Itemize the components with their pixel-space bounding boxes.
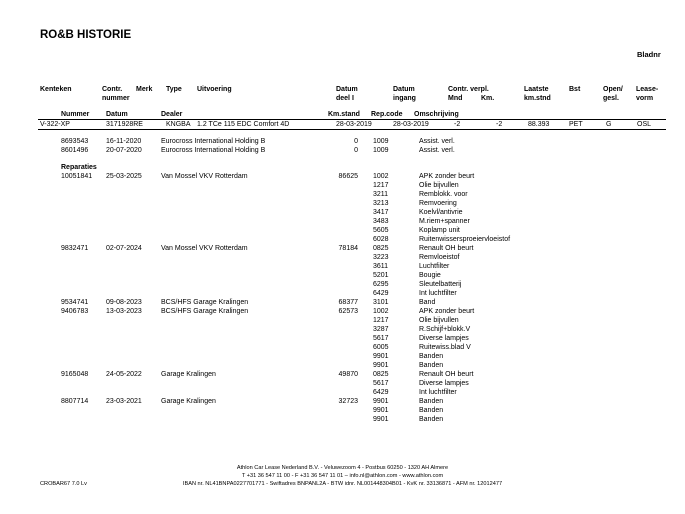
repair-omschrijving: Banden (419, 353, 444, 360)
row-datum: 16-11-2020 (106, 138, 142, 145)
vehicle-uitvoering: 1.2 TCe 115 EDC Comfort 4D (197, 121, 290, 128)
repair-km: 68377 (338, 299, 358, 306)
repair-code: 1002 (373, 173, 389, 180)
col-repcode: Rep.code (371, 111, 403, 118)
repair-km: 49870 (338, 371, 358, 378)
col-type: Type (166, 86, 182, 93)
repair-omschrijving: M.riem+spanner (419, 218, 470, 225)
repair-omschrijving: Koplamp unit (419, 227, 460, 234)
repair-omschrijving: Remblokk. voor (419, 191, 468, 198)
repair-code: 6429 (373, 389, 389, 396)
repair-datum: 13-03-2023 (106, 308, 142, 315)
repair-nummer: 8807714 (61, 398, 89, 405)
repair-km: 32723 (338, 398, 358, 405)
repair-omschrijving: R.Schijf+blokk.V (419, 326, 471, 333)
repair-datum: 25-03-2025 (106, 173, 142, 180)
repair-nummer: 9534741 (61, 299, 89, 306)
repair-omschrijving: Luchtfilter (419, 263, 450, 270)
row-omschrijving: Assist. verl. (419, 138, 455, 145)
col-laatste: Laatste (524, 86, 549, 93)
col-contr-verpl: Contr. verpl. (448, 86, 489, 93)
repair-omschrijving: Ruitenwissersproeiervloeistof (419, 236, 511, 243)
vehicle-divider (38, 129, 666, 130)
repair-code: 5605 (373, 227, 389, 234)
repair-code: 6028 (373, 236, 389, 243)
repair-code: 5617 (373, 335, 389, 342)
vehicle-lease-vorm: OSL (637, 121, 652, 128)
vehicle-open-gesl: G (606, 121, 612, 128)
repair-km: 78184 (338, 245, 358, 252)
repair-km: 62573 (338, 308, 358, 315)
repair-nummer: 9832471 (61, 245, 89, 252)
repair-datum: 02-07-2024 (106, 245, 142, 252)
repair-dealer: Van Mossel VKV Rotterdam (161, 173, 248, 180)
col-dealer: Dealer (161, 111, 183, 118)
row-datum: 20-07-2020 (106, 147, 142, 154)
repair-code: 3417 (373, 209, 389, 216)
repair-datum: 23-03-2021 (106, 398, 142, 405)
col-datum-deel-i: Datum (336, 86, 358, 93)
page-number-label: Bladnr (637, 50, 661, 59)
col-merk: Merk (136, 86, 153, 93)
col-mnd: Mnd (448, 95, 463, 102)
vehicle-merk: KNGBA (166, 121, 191, 128)
col-nummer: Nummer (61, 111, 90, 118)
row-omschrijving: Assist. verl. (419, 147, 455, 154)
reparaties-heading: Reparaties (61, 164, 97, 171)
col-uitvoering: Uitvoering (197, 86, 232, 93)
col-kmstand: Km.stand (328, 111, 360, 118)
repair-omschrijving: Renault OH beurt (419, 245, 474, 252)
form-code: CROBAR67 7.0 Lv (40, 481, 87, 487)
repair-omschrijving: Int luchtfilter (419, 290, 457, 297)
repair-code: 1217 (373, 317, 389, 324)
repair-omschrijving: Banden (419, 362, 444, 369)
repair-omschrijving: Diverse lampjes (419, 380, 469, 387)
vehicle-contract: 3171928RE (106, 121, 143, 128)
repair-omschrijving: APK zonder beurt (419, 173, 475, 180)
repair-code: 9901 (373, 407, 389, 414)
repair-code: 3211 (373, 191, 389, 198)
footer-address: Athlon Car Lease Nederland B.V. - Veluwezoom 4 - Postbus 60250 - 1320 AH Almere (236, 465, 449, 471)
col-ingang: ingang (393, 95, 416, 102)
repair-code: 3483 (373, 218, 389, 225)
row-code: 1009 (373, 138, 389, 145)
repair-code: 6005 (373, 344, 389, 351)
repair-omschrijving: Remvloeistof (419, 254, 460, 261)
footer-contact: T +31 36 547 11 00 - F +31 36 547 11 01 – info.nl@athlon.com - www.athlon.com (241, 473, 444, 479)
report-title: RO&B HISTORIE (40, 29, 132, 41)
repair-datum: 09-08-2023 (106, 299, 142, 306)
vehicle-bst: PET (569, 121, 583, 128)
repair-code: 3223 (373, 254, 389, 261)
repair-code: 6429 (373, 290, 389, 297)
col-contr-nummer: nummer (102, 95, 130, 102)
row-dealer: Eurocross International Holding B (161, 147, 266, 154)
col-open: Open/ (603, 86, 623, 93)
repair-omschrijving: Sleutelbatterij (419, 281, 462, 288)
row-km: 0 (354, 138, 358, 145)
col-vorm: vorm (636, 95, 654, 102)
repair-omschrijving: Koelvl/antivrie (419, 209, 463, 216)
row-nummer: 8693543 (61, 138, 89, 145)
repair-omschrijving: Renault OH beurt (419, 371, 474, 378)
col-omschrijving: Omschrijving (414, 111, 459, 118)
repair-code: 5617 (373, 380, 389, 387)
repair-code: 6295 (373, 281, 389, 288)
repair-code: 0825 (373, 245, 389, 252)
repair-code: 1217 (373, 182, 389, 189)
repair-omschrijving: Remvoering (419, 200, 457, 207)
repair-code: 0825 (373, 371, 389, 378)
repair-dealer: BCS/HFS Garage Kralingen (161, 308, 249, 315)
vehicle-datum-ingang: 28-03-2019 (393, 121, 429, 128)
repair-code: 9901 (373, 362, 389, 369)
repair-omschrijving: APK zonder beurt (419, 308, 475, 315)
repair-code: 9901 (373, 416, 389, 423)
row-code: 1009 (373, 147, 389, 154)
repair-code: 9901 (373, 398, 389, 405)
col-sub-datum: Datum (106, 111, 128, 118)
footer-legal: IBAN nr. NL41BNPA0227701771 - Swiftadres BNPANL2A - BTW idnr. NL001448304B01 - KvK nr. 33136871 - AFM nr. 12012477 (182, 481, 503, 487)
repair-dealer: Garage Kralingen (161, 371, 216, 378)
repair-omschrijving: Diverse lampjes (419, 335, 469, 342)
repair-code: 3213 (373, 200, 389, 207)
vehicle-datum-deel-i: 28-03-2019 (336, 121, 372, 128)
repair-omschrijving: Olie bijvullen (419, 182, 459, 189)
repair-dealer: BCS/HFS Garage Kralingen (161, 299, 249, 306)
col-contr: Contr. (102, 86, 123, 93)
repair-omschrijving: Band (419, 299, 436, 306)
repair-code: 3287 (373, 326, 389, 333)
repair-nummer: 9165048 (61, 371, 89, 378)
repair-omschrijving: Banden (419, 416, 444, 423)
repair-omschrijving: Bougie (419, 272, 441, 279)
vehicle-km: -2 (496, 121, 503, 128)
repair-code: 3101 (373, 299, 389, 306)
col-kenteken: Kenteken (40, 86, 72, 93)
repair-omschrijving: Olie bijvullen (419, 317, 459, 324)
repair-km: 86625 (338, 173, 358, 180)
repair-code: 1002 (373, 308, 389, 315)
repair-omschrijving: Banden (419, 398, 444, 405)
col-deel-i: deel I (336, 95, 354, 102)
col-datum-ingang: Datum (393, 86, 415, 93)
vehicle-kenteken: V-322-XP (40, 121, 70, 128)
repair-dealer: Garage Kralingen (161, 398, 216, 405)
col-km: Km. (481, 95, 495, 102)
row-km: 0 (354, 147, 358, 154)
repair-code: 5201 (373, 272, 389, 279)
repair-code: 3611 (373, 263, 389, 270)
col-gesl: gesl. (603, 95, 619, 102)
repair-nummer: 10051841 (61, 173, 93, 180)
row-dealer: Eurocross International Holding B (161, 138, 266, 145)
col-lease: Lease- (636, 86, 659, 93)
repair-omschrijving: Int luchtfilter (419, 389, 457, 396)
repair-datum: 24-05-2022 (106, 371, 142, 378)
repair-omschrijving: Banden (419, 407, 444, 414)
repair-code: 9901 (373, 353, 389, 360)
col-kmstnd: km.stnd (524, 95, 551, 102)
repair-dealer: Van Mossel VKV Rotterdam (161, 245, 248, 252)
vehicle-laatste-km: 88.393 (528, 121, 550, 128)
repair-omschrijving: Ruitewiss.blad V (419, 344, 471, 351)
vehicle-mnd: -2 (454, 121, 461, 128)
row-nummer: 8601496 (61, 147, 89, 154)
repair-nummer: 9406783 (61, 308, 89, 315)
col-bst: Bst (569, 86, 581, 93)
